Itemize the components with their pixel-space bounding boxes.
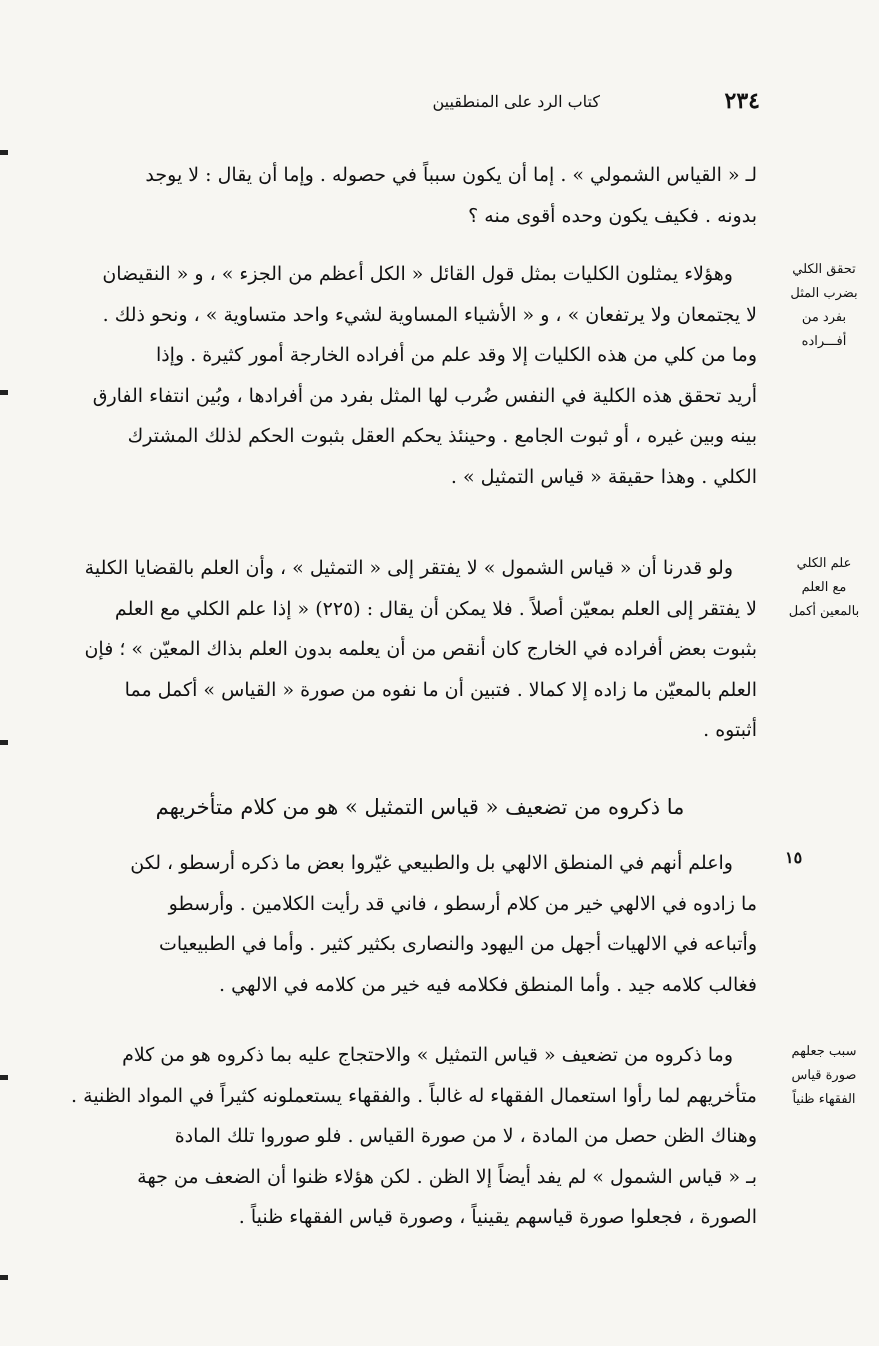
scan-edge-mark bbox=[0, 1275, 8, 1280]
text-line: أثبتوه . bbox=[703, 719, 757, 741]
paragraph-5 bbox=[40, 1035, 757, 1238]
line-number-marker: ١٥ bbox=[785, 848, 803, 867]
scan-edge-mark bbox=[0, 150, 8, 155]
text-line: ولو قدرنا أن « قياس الشمول » لا يفتقر إلى « التمثيل » ، وأن العلم بالقضايا الكلية bbox=[84, 557, 733, 579]
paragraph-3 bbox=[40, 548, 757, 751]
running-title: كتاب الرد على المنطقيين bbox=[432, 92, 600, 111]
scan-edge-mark bbox=[0, 740, 8, 745]
margin-note-line: بالمعين أكمل bbox=[788, 604, 860, 619]
margin-note-line: علم الكلي bbox=[796, 556, 852, 571]
text-line: وهؤلاء يمثلون الكليات بمثل قول القائل « الكل أعظم من الجزء » ، و « النقيضان bbox=[102, 263, 733, 285]
text-line: وما من كلي من هذه الكليات إلا وقد علم من أفراده الخارجة أمور كثيرة . وإذا bbox=[155, 344, 757, 366]
text-line: واعلم أنهم في المنطق الالهي بل والطبيعي غيّروا بعض ما ذكره أرسطو ، لكن bbox=[130, 852, 733, 874]
text-line: لا يفتقر إلى العلم بمعيّن أصلاً . فلا يمكن أن يقال : (٢٢٥) « إذا علم الكلي مع العلم bbox=[114, 597, 757, 620]
text-line: وهناك الظن حصل من المادة ، لا من صورة القياس . فلو صوروا تلك المادة bbox=[174, 1125, 757, 1147]
margin-note-line: تحقق الكلي bbox=[792, 262, 856, 277]
text-line: متأخريهم لما رأوا استعمال الفقهاء له غالباً . والفقهاء يستعملونه كثيراً في المواد الظنية . bbox=[71, 1084, 757, 1107]
margin-note-line: مع العلم bbox=[801, 580, 847, 595]
paragraph-4 bbox=[40, 843, 757, 1005]
text-line: بدونه . فكيف يكون وحده أقوى منه ؟ bbox=[468, 204, 757, 227]
text-line: الصورة ، فجعلوا صورة قياسهم يقينياً ، وصورة قياس الفقهاء ظنياً . bbox=[238, 1206, 757, 1228]
margin-note-1 bbox=[775, 258, 873, 354]
paragraph-2 bbox=[40, 254, 757, 497]
text-line: أريد تحقق هذه الكلية في النفس ضُرب لها المثل بفرد من أفرادها ، وبُين انتفاء الفارق bbox=[92, 384, 757, 407]
text-line: فغالب كلامه جيد . وأما المنطق فكلامه فيه خير من كلامه في الالهي . bbox=[219, 973, 757, 996]
margin-note-line: سبب جعلهم bbox=[791, 1044, 857, 1059]
page-header bbox=[310, 88, 760, 118]
margin-note-line: بفرد من bbox=[801, 310, 847, 325]
text-line: بـ « قياس الشمول » لم يفد أيضاً إلا الظن . لكن هؤلاء ظنوا أن الضعف من جهة bbox=[137, 1165, 757, 1188]
margin-note-line: بضرب المثل bbox=[790, 286, 858, 301]
text-line: وأتباعه في الالهيات أجهل من اليهود والنصارى بكثير كثير . وأما في الطبيعيات bbox=[159, 933, 757, 955]
scan-edge-mark bbox=[0, 390, 8, 395]
margin-note-2 bbox=[775, 552, 873, 624]
margin-note-3 bbox=[775, 1040, 873, 1112]
section-heading: ما ذكروه من تضعيف « قياس التمثيل » هو من كلام متأخريهم bbox=[155, 795, 685, 819]
margin-note-line: أفـــراده bbox=[801, 334, 847, 349]
margin-note-line: الفقهاء ظنياً bbox=[792, 1092, 856, 1107]
text-line: لا يجتمعان ولا يرتفعان » ، و « الأشياء المساوية لشيء واحد متساوية » ، ونحو ذلك . bbox=[102, 303, 757, 326]
page-number: ٢٣٤ bbox=[724, 88, 760, 114]
scan-edge-mark bbox=[0, 1075, 8, 1080]
text-line: وما ذكروه من تضعيف « قياس التمثيل » والاحتجاج عليه بما ذكروه هو من كلام bbox=[122, 1044, 733, 1066]
paragraph-1 bbox=[40, 155, 757, 236]
text-line: العلم بالمعيّن ما زاده إلا كمالا . فتبين أن ما نفوه من صورة « القياس » أكمل مما bbox=[124, 678, 757, 701]
text-line: بينه وبين غيره ، أو ثبوت الجامع . وحينئذ يحكم العقل بثبوت الحكم لذلك المشترك bbox=[127, 425, 757, 447]
text-line: الكلي . وهذا حقيقة « قياس التمثيل » . bbox=[450, 465, 757, 488]
text-line: ما زادوه في الالهي خير من كلام أرسطو ، فاني قد رأيت الكلامين . وأرسطو bbox=[168, 892, 757, 915]
text-line: بثبوت بعض أفراده في الخارج كان أنقص من أن يعلمه بدون العلم بذاك المعيّن » ؛ فإن bbox=[84, 638, 757, 660]
margin-note-line: صورة قياس bbox=[791, 1068, 857, 1083]
text-line: لـ « القياس الشمولي » . إما أن يكون سبباً في حصوله . وإما أن يقال : لا يوجد bbox=[145, 164, 757, 186]
